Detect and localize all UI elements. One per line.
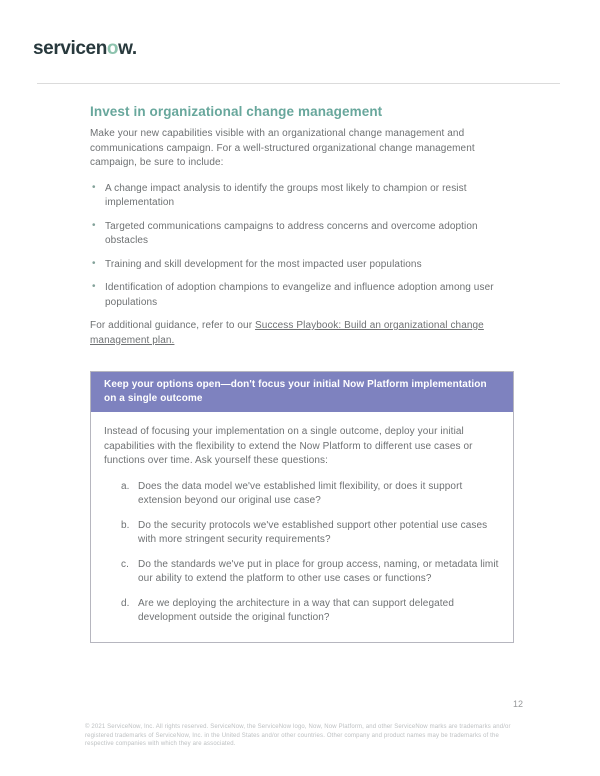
list-item-text: Training and skill development for the most impacted user populations [105,258,422,270]
section-heading: Invest in organizational change management [90,104,383,119]
list-item-text: Do the standards we've put in place for group access, naming, or metadata limit our ability to extend the platform to other use cases or functions? [138,558,499,584]
callout-box [90,371,514,643]
section-intro: Make your new capabilities visible with an organizational change management and communications campaign. For a well-structured organizational change management campaign, be sure to include: [90,128,475,168]
callout-intro: Instead of focusing your implementation on a single outcome, deploy your initial capabilities with the flexibility to extend the Now Platform to different use cases or functions over time. Ask yourself these questions: [104,426,473,466]
bullet-icon: • [92,257,96,269]
copyright-notice: © 2021 ServiceNow, Inc. All rights reserved. ServiceNow, the ServiceNow logo, Now, Now Platform, and other ServiceNow marks are trademarks and/or registered trademarks of ServiceNow, Inc. in the United States and/or other countries. Other company and product names may be trademarks of the respective companies with which they are associated. [85,724,511,747]
list-item [90,182,514,211]
guidance-paragraph [90,319,514,348]
main-content [90,103,514,643]
success-playbook-link[interactable]: Success Playbook: Build an organizational change management plan. [90,320,484,346]
callout-body [91,412,513,642]
item-letter: c. [121,558,129,570]
list-item-text: Does the data model we've established limit flexibility, or does it support extension beyond our original use case? [138,480,463,506]
logo-text: servicen [33,38,107,59]
logo-text-end: w. [118,38,137,59]
list-item [90,281,514,310]
list-item [121,597,499,626]
bullet-icon: • [92,281,96,292]
lettered-list [104,480,499,626]
list-item [121,558,499,587]
item-letter: d. [121,597,130,609]
list-item-text: Are we deploying the architecture in a way that can support delegated development outside the original function? [138,597,454,623]
servicenow-logo [33,38,137,60]
list-item [121,519,499,548]
list-item-text: Targeted communications campaigns to address concerns and overcome adoption obstacles [105,220,478,246]
list-item-text: A change impact analysis to identify the groups most likely to champion or resist implementation [105,182,467,208]
callout-title: Keep your options open—don't focus your initial Now Platform implementation on a single outcome [91,372,513,412]
list-item [90,220,514,249]
logo-o-icon: o [106,38,119,59]
item-letter: b. [121,519,130,531]
bullet-icon: • [92,219,96,231]
list-item-text: Identification of adoption champions to evangelize and influence adoption among user populations [105,282,494,308]
bullet-list [90,182,514,311]
list-item [90,258,514,273]
list-item-text: Do the security protocols we've established support other potential use cases with more stringent security requirements? [138,519,488,545]
guidance-text: For additional guidance, refer to our [90,320,256,331]
item-letter: a. [121,480,130,492]
page-number: 12 [512,699,523,709]
bullet-icon: • [92,181,96,193]
header-divider [37,83,560,84]
list-item [121,480,499,509]
